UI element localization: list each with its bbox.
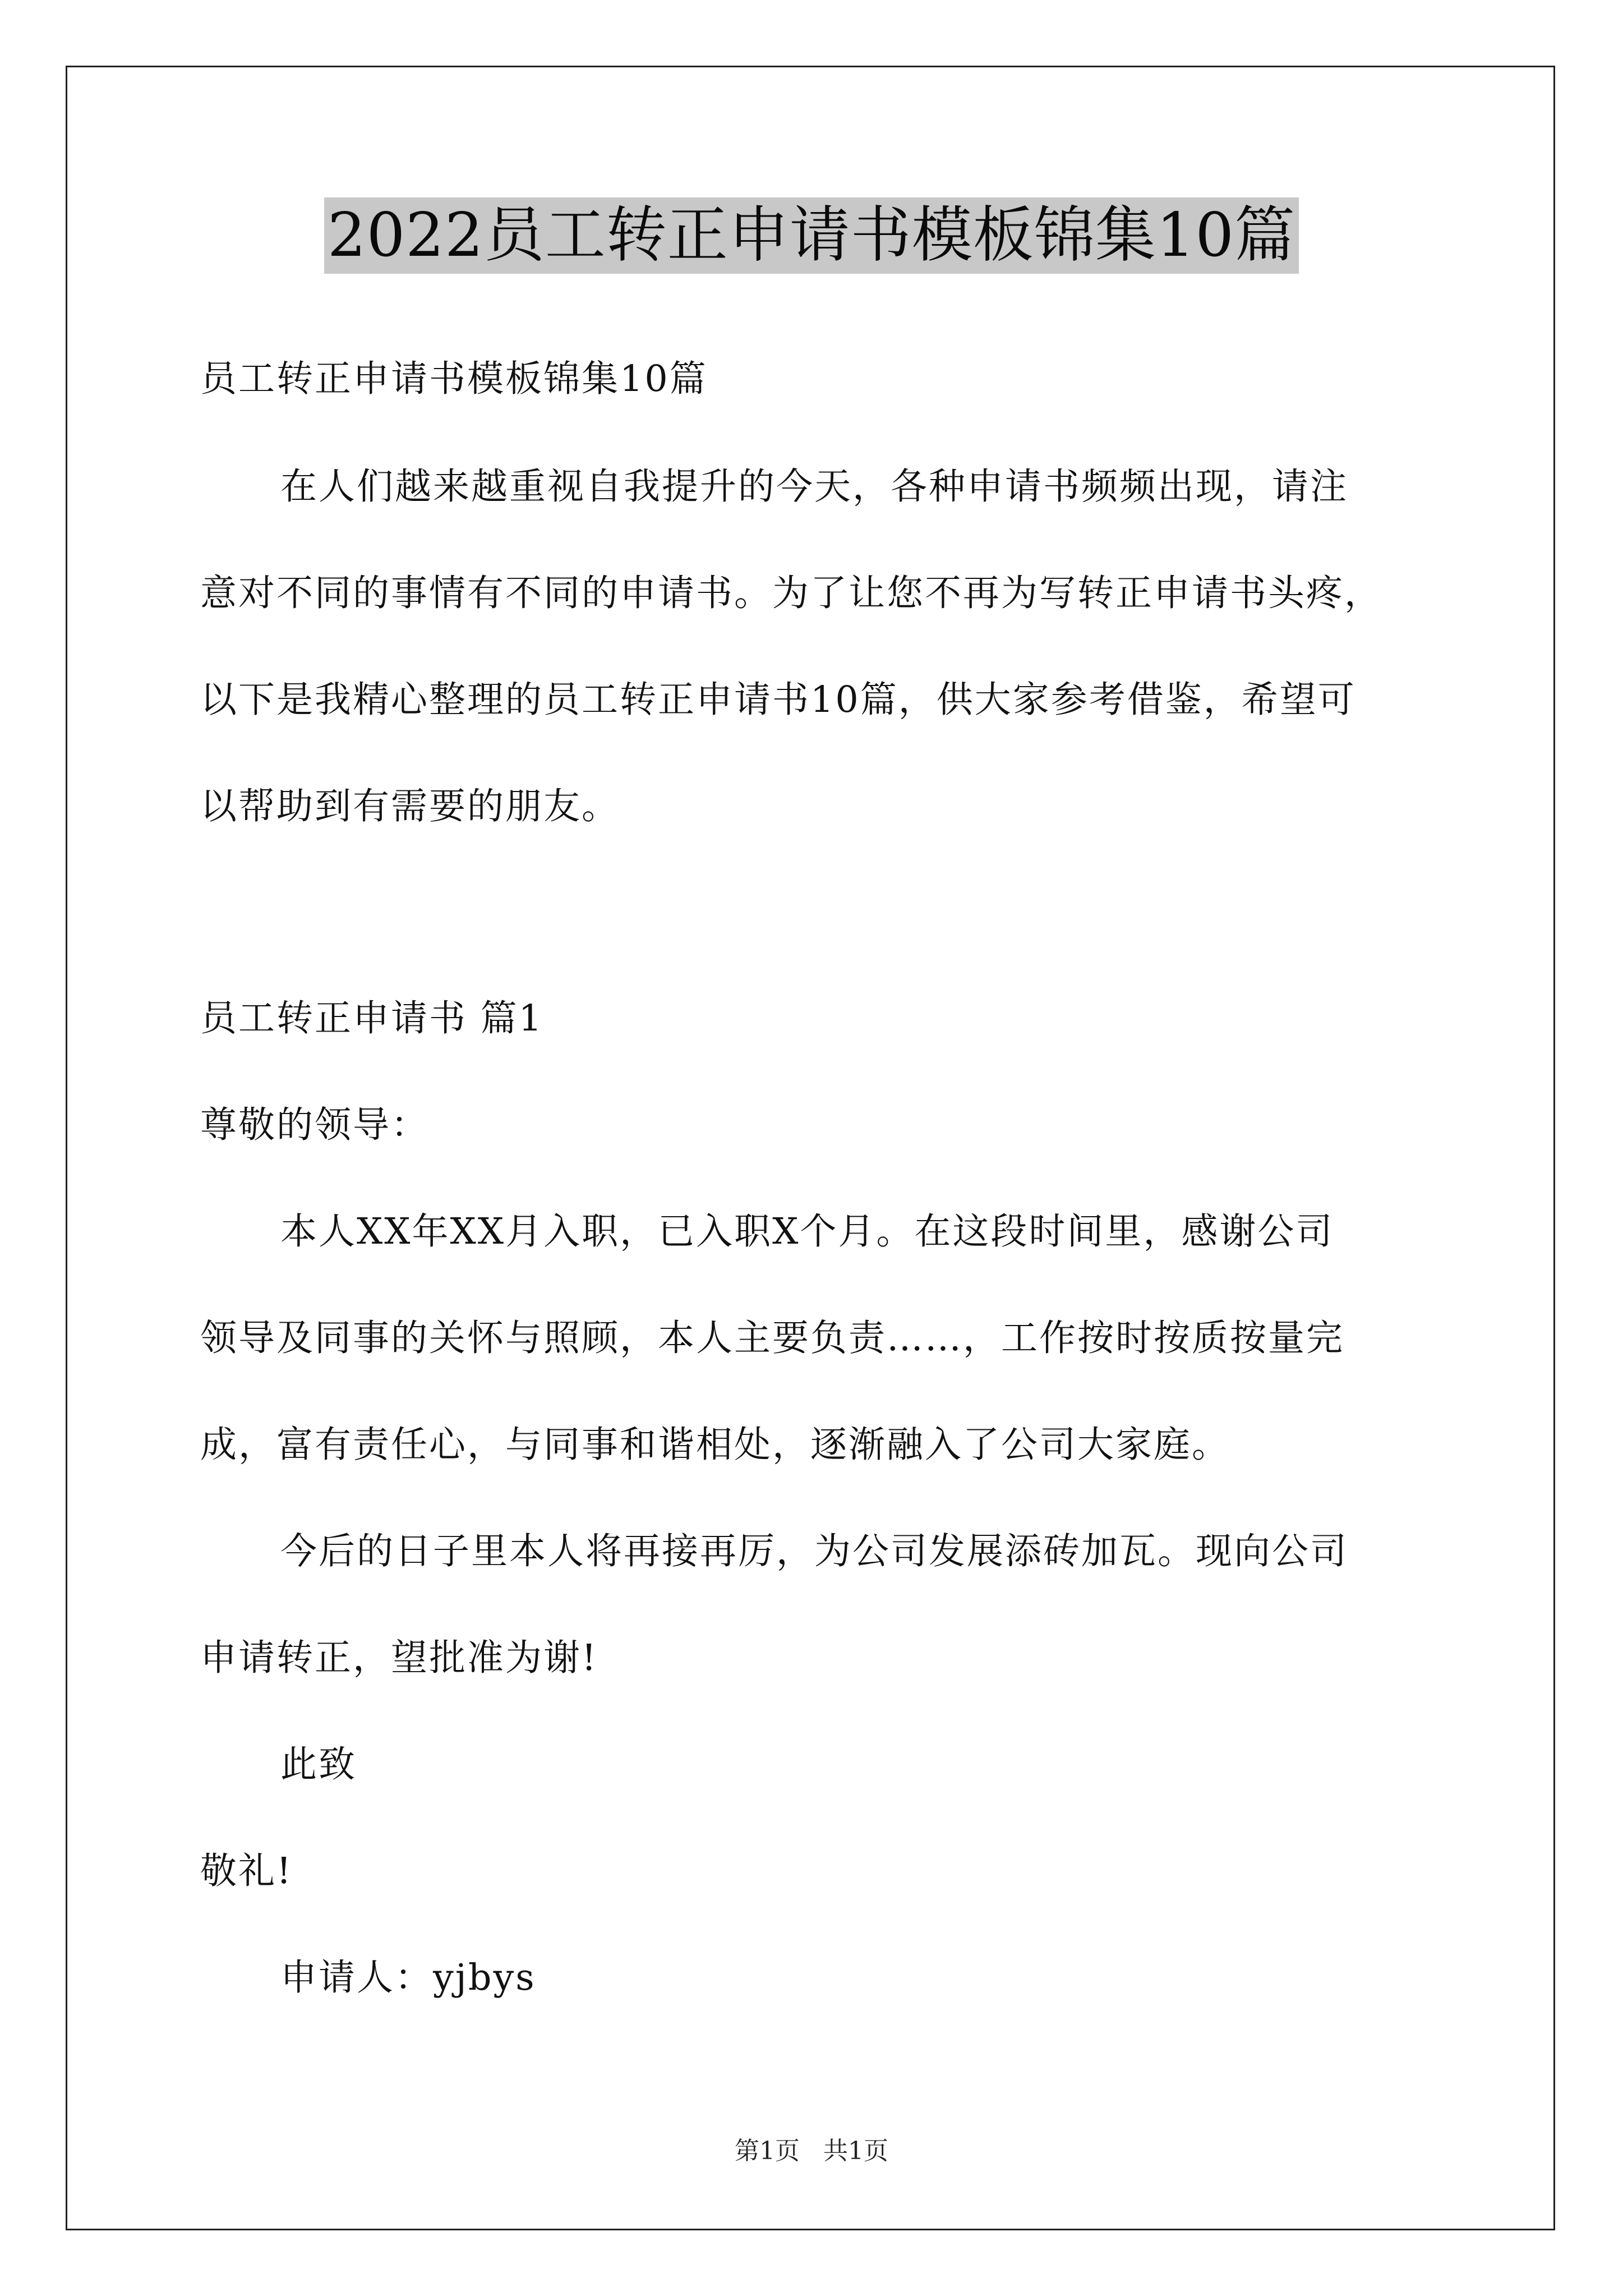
body-line-1: 本人XX年XX月入职，已入职X个月。在这段时间里，感谢公司 [280,1211,1334,1253]
body-line-4: 今后的日子里本人将再接再厉，为公司发展添砖加瓦。现向公司 [280,1530,1349,1572]
intro-line-4: 以帮助到有需要的朋友。 [200,785,620,827]
salutation: 尊敬的领导： [200,1104,430,1146]
intro-line-1: 在人们越来越重视自我提升的今天，各种申请书频频出现，请注 [280,466,1349,508]
document-subtitle: 员工转正申请书模板锦集10篇 [200,358,708,400]
intro-line-3: 以下是我精心整理的员工转正申请书10篇，供大家参考借鉴，希望可 [200,679,1356,721]
page-footer [0,2136,1623,2166]
body-line-3: 成，富有责任心，与同事和谐相处，逐渐融入了公司大家庭。 [200,1424,1230,1466]
applicant-line: 申请人：yjbys [280,1957,536,1999]
body-line-2: 领导及同事的关怀与照顾，本人主要负责……，工作按时按质按量完 [200,1317,1345,1359]
body-line-5: 申请转正，望批准为谢! [200,1637,598,1679]
title-container [0,197,1623,274]
document-title: 2022员工转正申请书模板锦集10篇 [324,197,1299,274]
page-current: 第1页 [735,2137,800,2165]
intro-line-2: 意对不同的事情有不同的申请书。为了让您不再为写转正申请书头疼， [200,572,1383,614]
closing-ci-zhi: 此致 [280,1743,357,1786]
section-heading: 员工转正申请书 篇1 [200,997,544,1039]
page-total: 共1页 [823,2137,888,2165]
closing-jing-li: 敬礼! [200,1850,293,1892]
